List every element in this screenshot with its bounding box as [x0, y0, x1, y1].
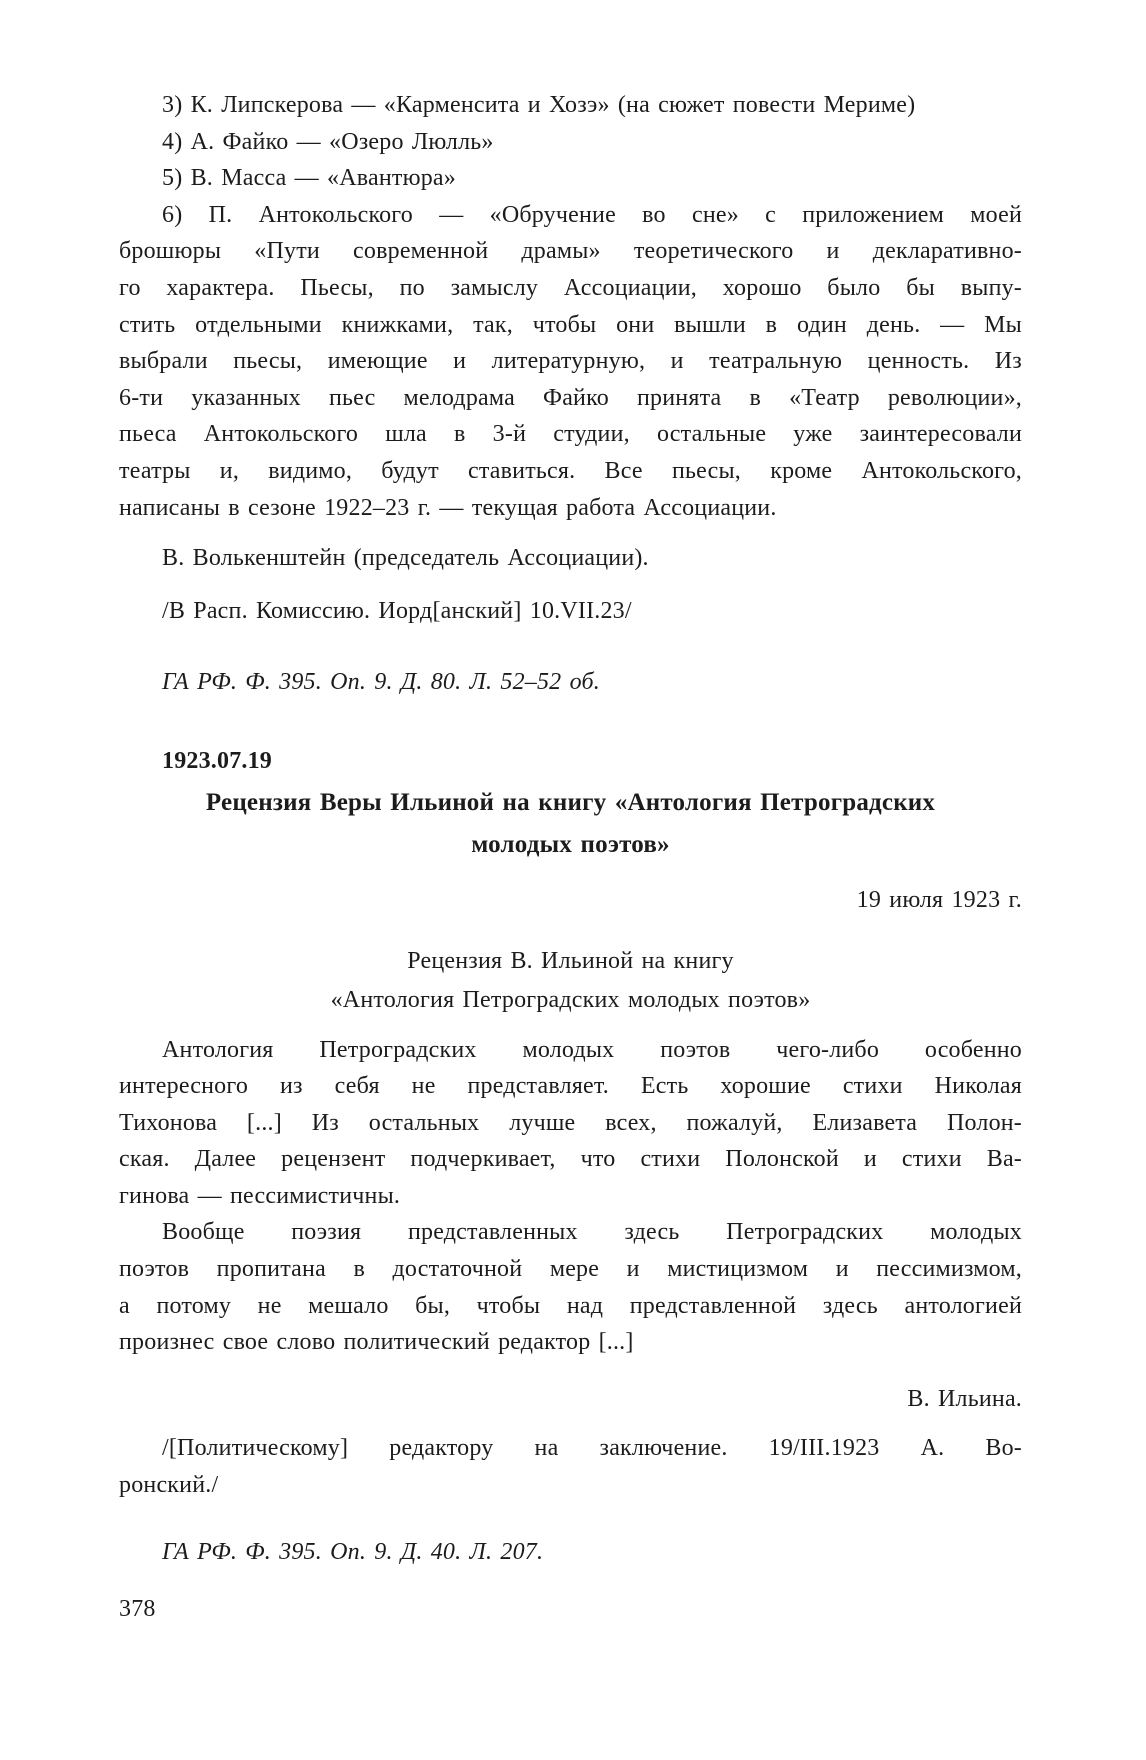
text-line: выбрали пьесы, имеющие и литературную, и театральную ценность. Из	[119, 348, 1022, 375]
list-item: 5) В. Масса — «Авантюра»	[162, 165, 456, 192]
signature-volkenstein: В. Волькенштейн (председатель Ассоциации).	[162, 545, 649, 572]
paragraph-review-2	[119, 1214, 1022, 1360]
list-item: 4) А. Файко — «Озеро Люлль»	[162, 128, 494, 155]
text-line: ская. Далее рецензент подчеркивает, что стихи Полонской и стихи Ва-	[119, 1146, 1022, 1173]
text-line: го характера. Пьесы, по замыслу Ассоциации, хорошо было бы выпу-	[119, 274, 1022, 301]
text-line: а потому не мешало бы, чтобы над представленной здесь антологией	[119, 1292, 1022, 1319]
play-list	[119, 87, 1022, 197]
signature-ilyina: В. Ильина.	[907, 1385, 1022, 1412]
text-line: /[Политическому] редактору на заключение. 19/III.1923 А. Во-	[162, 1435, 1022, 1462]
document-title-line: Рецензия Веры Ильиной на книгу «Антология Петроградских	[205, 788, 936, 816]
text-line: стить отдельными книжками, так, чтобы они вышли в один день. — Мы	[119, 311, 1022, 338]
paragraph-plays	[119, 197, 1022, 526]
text-line: гинова — пессимистичны.	[119, 1182, 401, 1209]
list-item: 3) К. Липскерова — «Карменсита и Хозэ» (на сюжет повести Мериме)	[162, 92, 916, 118]
text-line: пьеса Антокольского шла в 3-й студии, остальные уже заинтересовали	[119, 421, 1022, 448]
text-line: Антология Петроградских молодых поэтов чего-либо особенно	[162, 1036, 1022, 1063]
text-column	[119, 87, 1022, 1628]
text-line: произнес свое слово политический редактор [...]	[119, 1329, 634, 1356]
document-subtitle	[119, 942, 1022, 1020]
text-line: написаны в сезоне 1922–23 г. — текущая работа Ассоциации.	[119, 494, 777, 521]
text-line: ронский./	[119, 1472, 219, 1499]
archive-reference: ГА РФ. Ф. 395. Оп. 9. Д. 80. Л. 52–52 об.	[162, 669, 600, 696]
paragraph-resolution	[119, 1430, 1022, 1503]
text-line: поэтов пропитана в достаточной мере и мистицизмом и пессимизмом,	[119, 1256, 1022, 1283]
text-line: брошюры «Пути современной драмы» теоретического и декларативно-	[119, 238, 1022, 265]
page-number: 378	[119, 1596, 156, 1623]
archive-reference: ГА РФ. Ф. 395. Оп. 9. Д. 40. Л. 207.	[162, 1538, 544, 1565]
text-line: театры и, видимо, будут ставиться. Все пьесы, кроме Антокольского,	[119, 457, 1022, 484]
paragraph-review-1	[119, 1032, 1022, 1215]
text-line: Вообще поэзия представленных здесь Петроградских молодых	[162, 1219, 1022, 1246]
resolution-note: /В Расп. Комиссию. Иорд[анский] 10.VII.23/	[162, 597, 632, 624]
document-heading	[119, 740, 1022, 866]
text-line: 6-ти указанных пьес мелодрама Файко принята в «Театр революции»,	[119, 384, 1022, 411]
text-line: Тихонова [...] Из остальных лучше всех, пожалуй, Елизавета Полон-	[119, 1109, 1022, 1136]
document-title-line: молодых поэтов»	[471, 830, 670, 858]
text-line: 6) П. Антокольского — «Обручение во сне» с приложением моей	[162, 201, 1022, 228]
text-line: интересного из себя не представляет. Есть хорошие стихи Николая	[119, 1073, 1022, 1100]
subtitle-line: «Антология Петроградских молодых поэтов»	[330, 986, 811, 1013]
subtitle-line: Рецензия В. Ильиной на книгу	[407, 947, 734, 974]
document-date-code: 1923.07.19	[162, 747, 272, 774]
dateline: 19 июля 1923 г.	[856, 886, 1022, 913]
